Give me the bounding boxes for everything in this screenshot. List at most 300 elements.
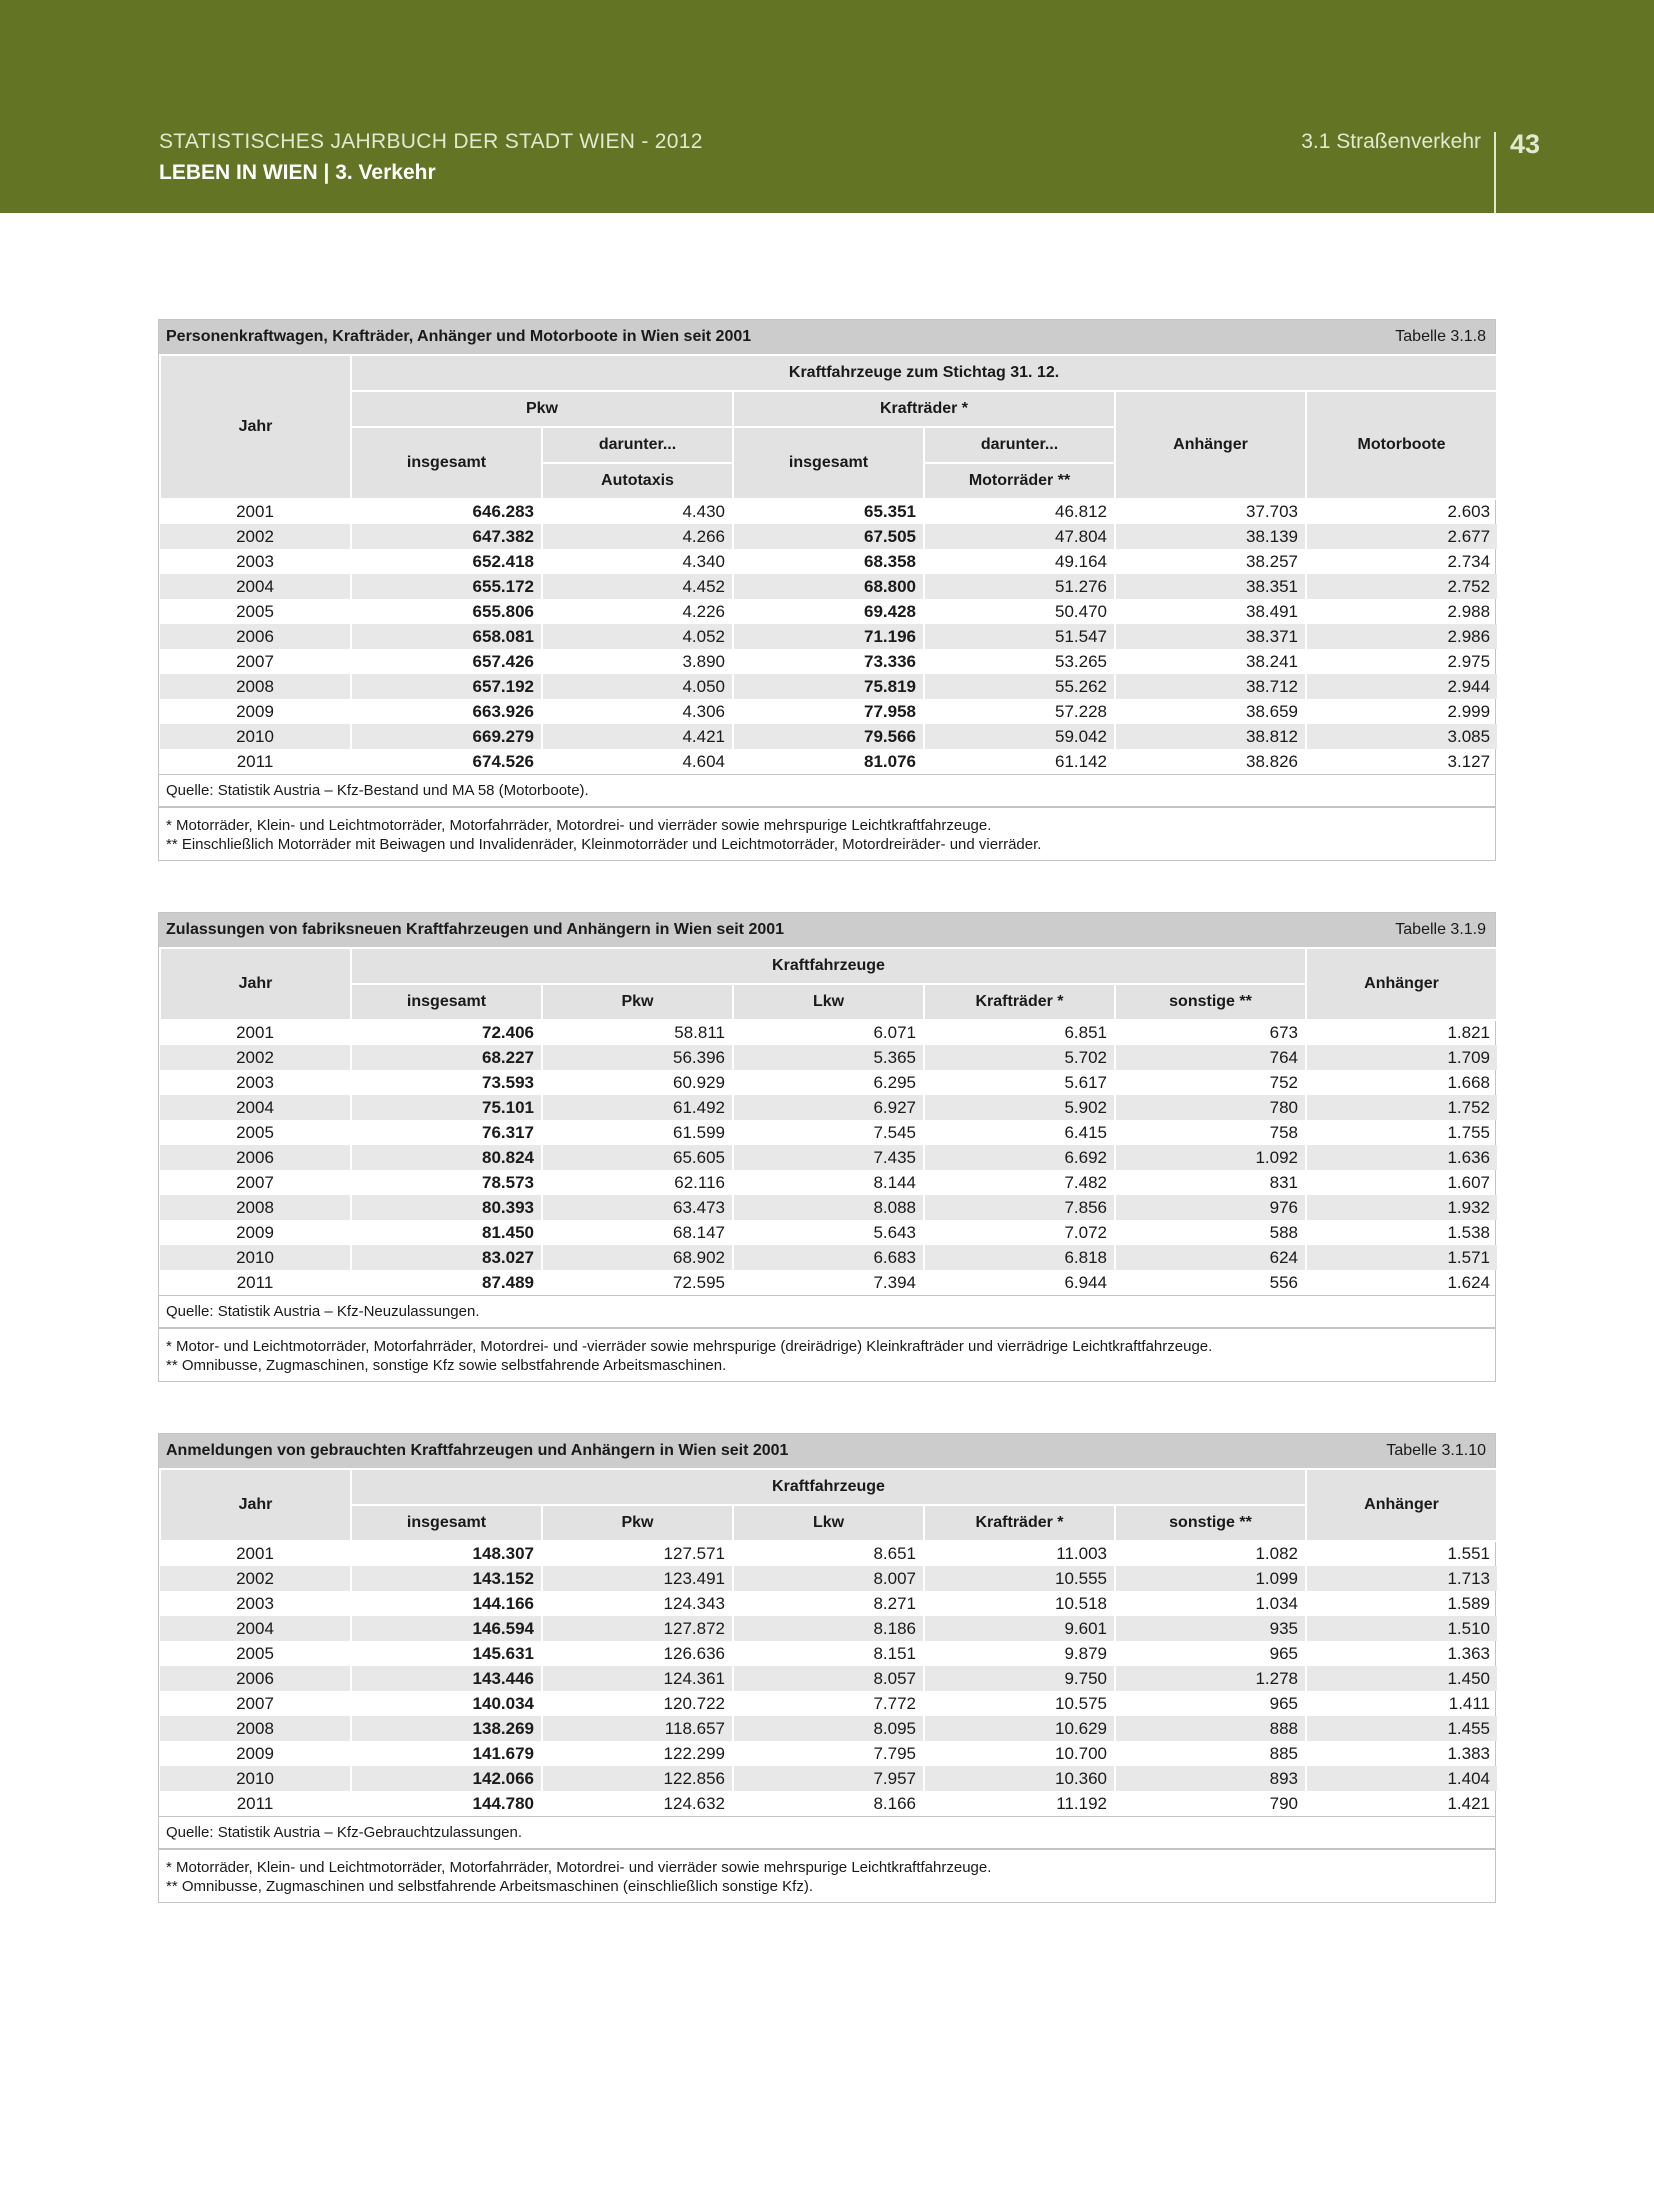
value-cell: 83.027 — [351, 1245, 542, 1270]
col-header-kr-insgesamt: insgesamt — [733, 427, 924, 499]
value-cell: 1.404 — [1306, 1766, 1497, 1791]
value-cell: 652.418 — [351, 549, 542, 574]
value-cell: 976 — [1115, 1195, 1306, 1220]
value-cell: 8.166 — [733, 1791, 924, 1816]
table-row — [160, 599, 1497, 624]
value-cell: 655.806 — [351, 599, 542, 624]
col-header-insgesamt: insgesamt — [351, 984, 542, 1020]
table-row — [160, 1045, 1497, 1070]
value-cell: 1.636 — [1306, 1145, 1497, 1170]
col-header-sonstige: sonstige ** — [1115, 1505, 1306, 1541]
value-cell: 143.152 — [351, 1566, 542, 1591]
value-cell: 674.526 — [351, 749, 542, 774]
value-cell: 77.958 — [733, 699, 924, 724]
year-cell: 2001 — [160, 499, 351, 524]
value-cell: 965 — [1115, 1641, 1306, 1666]
value-cell: 144.780 — [351, 1791, 542, 1816]
col-header-kraftraeder: Krafträder * — [733, 391, 1115, 427]
value-cell: 59.042 — [924, 724, 1115, 749]
value-cell: 2.975 — [1306, 649, 1497, 674]
value-cell: 780 — [1115, 1095, 1306, 1120]
value-cell: 127.571 — [542, 1541, 733, 1566]
value-cell: 655.172 — [351, 574, 542, 599]
value-cell: 10.518 — [924, 1591, 1115, 1616]
header-band — [0, 0, 1654, 213]
value-cell: 752 — [1115, 1070, 1306, 1095]
table-title: Anmeldungen von gebrauchten Kraftfahrzeugen und Anhängern in Wien seit 2001 — [166, 1442, 789, 1459]
value-cell: 6.295 — [733, 1070, 924, 1095]
year-cell: 2007 — [236, 651, 274, 671]
value-cell: 68.800 — [733, 574, 924, 599]
year-cell: 2003 — [236, 551, 274, 571]
value-cell: 6.851 — [924, 1020, 1115, 1045]
table-row — [160, 1020, 1497, 1045]
value-cell: 5.902 — [924, 1095, 1115, 1120]
data-table — [159, 947, 1498, 1295]
value-cell: 8.095 — [733, 1716, 924, 1741]
value-cell: 47.804 — [924, 524, 1115, 549]
value-cell: 8.088 — [733, 1195, 924, 1220]
year-cell: 2002 — [160, 524, 351, 549]
table-row — [160, 724, 1497, 749]
value-cell: 3.085 — [1306, 724, 1497, 749]
value-cell: 146.594 — [351, 1616, 542, 1641]
value-cell: 55.262 — [924, 674, 1115, 699]
value-cell: 3.890 — [542, 649, 733, 674]
value-cell: 790 — [1115, 1791, 1306, 1816]
value-cell: 1.551 — [1306, 1541, 1497, 1566]
footnote-1: * Motorräder, Klein- und Leichtmotorräder, Motorfahrräder, Motordrei- und vierräder sowie mehrspurige Leichtkraftfahrzeuge. — [166, 1859, 992, 1876]
value-cell: 38.659 — [1115, 699, 1306, 724]
value-cell: 61.599 — [542, 1120, 733, 1145]
value-cell: 1.752 — [1306, 1095, 1497, 1120]
year-cell: 2005 — [236, 601, 274, 621]
value-cell: 2.677 — [1306, 524, 1497, 549]
value-cell: 124.361 — [542, 1666, 733, 1691]
value-cell: 76.317 — [351, 1120, 542, 1145]
table-title-bar — [159, 320, 1495, 354]
value-cell: 2.944 — [1306, 674, 1497, 699]
table-3-1-9 — [158, 912, 1496, 1382]
year-cell: 2006 — [160, 1145, 351, 1170]
value-cell: 6.683 — [733, 1245, 924, 1270]
value-cell: 4.050 — [542, 674, 733, 699]
value-cell: 1.538 — [1306, 1220, 1497, 1245]
table-row — [160, 1220, 1497, 1245]
year-cell: 2011 — [236, 1793, 274, 1813]
year-cell: 2005 — [236, 1643, 274, 1663]
value-cell: 67.505 — [733, 524, 924, 549]
value-cell: 1.099 — [1115, 1566, 1306, 1591]
value-cell: 556 — [1115, 1270, 1306, 1295]
value-cell: 646.283 — [351, 499, 542, 524]
value-cell: 7.795 — [733, 1741, 924, 1766]
value-cell: 65.351 — [733, 499, 924, 524]
value-cell: 127.872 — [542, 1616, 733, 1641]
value-cell: 118.657 — [542, 1716, 733, 1741]
table-row — [160, 1741, 1497, 1766]
col-header-pkw: Pkw — [542, 984, 733, 1020]
value-cell: 62.116 — [542, 1170, 733, 1195]
table-source: Quelle: Statistik Austria – Kfz-Gebrauchtzulassungen. — [159, 1816, 1495, 1848]
table-row — [160, 1195, 1497, 1220]
value-cell: 56.396 — [542, 1045, 733, 1070]
value-cell: 2.999 — [1306, 699, 1497, 724]
table-title-bar — [159, 1434, 1495, 1468]
year-cell: 2006 — [160, 624, 351, 649]
value-cell: 6.927 — [733, 1095, 924, 1120]
value-cell: 624 — [1115, 1245, 1306, 1270]
value-cell: 68.227 — [351, 1045, 542, 1070]
value-cell: 10.360 — [924, 1766, 1115, 1791]
data-table — [159, 1468, 1498, 1816]
table-row — [160, 1591, 1497, 1616]
col-header-pkw: Pkw — [542, 1505, 733, 1541]
table-row — [160, 624, 1497, 649]
value-cell: 1.363 — [1306, 1641, 1497, 1666]
value-cell: 647.382 — [351, 524, 542, 549]
table-title: Personenkraftwagen, Krafträder, Anhänger und Motorboote in Wien seit 2001 — [166, 328, 752, 345]
value-cell: 6.415 — [924, 1120, 1115, 1145]
value-cell: 8.144 — [733, 1170, 924, 1195]
value-cell: 79.566 — [733, 724, 924, 749]
table-row — [160, 1070, 1497, 1095]
table-row — [160, 749, 1497, 774]
value-cell: 1.624 — [1306, 1270, 1497, 1295]
value-cell: 5.702 — [924, 1045, 1115, 1070]
year-cell: 2001 — [160, 1541, 351, 1566]
value-cell: 8.651 — [733, 1541, 924, 1566]
yearbook-title: STATISTISCHES JAHRBUCH DER STADT WIEN - 2012 — [159, 130, 703, 153]
value-cell: 122.856 — [542, 1766, 733, 1791]
year-cell: 2008 — [160, 1195, 351, 1220]
section-title: 3.1 Straßenverkehr — [1301, 130, 1481, 153]
year-cell: 2004 — [160, 1095, 351, 1120]
year-cell: 2011 — [236, 751, 274, 771]
footnote-1: * Motorräder, Klein- und Leichtmotorräder, Motorfahrräder, Motordrei- und vierräder sowie mehrspurige Leichtkraftfahrzeuge. — [166, 817, 992, 834]
table-source: Quelle: Statistik Austria – Kfz-Bestand und MA 58 (Motorboote). — [159, 774, 1495, 806]
col-header-group: Kraftfahrzeuge — [351, 948, 1306, 984]
value-cell: 1.668 — [1306, 1070, 1497, 1095]
year-cell: 2001 — [160, 1020, 351, 1045]
value-cell: 10.575 — [924, 1691, 1115, 1716]
value-cell: 935 — [1115, 1616, 1306, 1641]
table-row — [160, 674, 1497, 699]
value-cell: 1.589 — [1306, 1591, 1497, 1616]
year-cell: 2002 — [160, 1566, 351, 1591]
value-cell: 138.269 — [351, 1716, 542, 1741]
value-cell: 126.636 — [542, 1641, 733, 1666]
value-cell: 37.703 — [1115, 499, 1306, 524]
col-header-kraftraeder: Krafträder * — [924, 1505, 1115, 1541]
table-row — [160, 1170, 1497, 1195]
col-header-anhaenger: Anhänger — [1306, 948, 1497, 1020]
value-cell: 893 — [1115, 1766, 1306, 1791]
value-cell: 51.547 — [924, 624, 1115, 649]
value-cell: 7.545 — [733, 1120, 924, 1145]
col-header-lkw: Lkw — [733, 984, 924, 1020]
value-cell: 1.421 — [1306, 1791, 1497, 1816]
table-row — [160, 1541, 1497, 1566]
table-row — [160, 1666, 1497, 1691]
value-cell: 63.473 — [542, 1195, 733, 1220]
table-number: Tabelle 3.1.8 — [1395, 328, 1486, 345]
value-cell: 5.643 — [733, 1220, 924, 1245]
year-cell: 2005 — [236, 1122, 274, 1142]
value-cell: 1.411 — [1306, 1691, 1497, 1716]
col-header-kr-darunter: darunter... — [924, 427, 1115, 463]
col-header-insgesamt: insgesamt — [351, 1505, 542, 1541]
table-row — [160, 1716, 1497, 1741]
value-cell: 4.421 — [542, 724, 733, 749]
value-cell: 38.241 — [1115, 649, 1306, 674]
value-cell: 965 — [1115, 1691, 1306, 1716]
table-row — [160, 1616, 1497, 1641]
table-row — [160, 1120, 1497, 1145]
value-cell: 5.365 — [733, 1045, 924, 1070]
value-cell: 68.147 — [542, 1220, 733, 1245]
table-row — [160, 1766, 1497, 1791]
table-row — [160, 1641, 1497, 1666]
col-header-jahr: Jahr — [160, 355, 351, 499]
value-cell: 71.196 — [733, 624, 924, 649]
table-title: Zulassungen von fabriksneuen Kraftfahrzeugen und Anhängern in Wien seit 2001 — [166, 921, 785, 938]
value-cell: 38.351 — [1115, 574, 1306, 599]
value-cell: 1.713 — [1306, 1566, 1497, 1591]
year-cell: 2007 — [236, 1693, 274, 1713]
col-header-group: Kraftfahrzeuge zum Stichtag 31. 12. — [351, 355, 1497, 391]
value-cell: 658.081 — [351, 624, 542, 649]
value-cell: 588 — [1115, 1220, 1306, 1245]
year-cell: 2004 — [160, 574, 351, 599]
value-cell: 120.722 — [542, 1691, 733, 1716]
value-cell: 9.879 — [924, 1641, 1115, 1666]
col-header-motorraeder: Motorräder ** — [924, 463, 1115, 499]
value-cell: 8.186 — [733, 1616, 924, 1641]
table-row — [160, 549, 1497, 574]
value-cell: 2.603 — [1306, 499, 1497, 524]
col-header-sonstige: sonstige ** — [1115, 984, 1306, 1020]
value-cell: 140.034 — [351, 1691, 542, 1716]
col-header-lkw: Lkw — [733, 1505, 924, 1541]
value-cell: 831 — [1115, 1170, 1306, 1195]
value-cell: 7.957 — [733, 1766, 924, 1791]
value-cell: 80.393 — [351, 1195, 542, 1220]
value-cell: 764 — [1115, 1045, 1306, 1070]
value-cell: 6.818 — [924, 1245, 1115, 1270]
value-cell: 123.491 — [542, 1566, 733, 1591]
value-cell: 8.007 — [733, 1566, 924, 1591]
value-cell: 9.750 — [924, 1666, 1115, 1691]
table-3-1-8 — [158, 319, 1496, 861]
value-cell: 51.276 — [924, 574, 1115, 599]
value-cell: 58.811 — [542, 1020, 733, 1045]
year-cell: 2006 — [160, 1666, 351, 1691]
value-cell: 73.593 — [351, 1070, 542, 1095]
value-cell: 3.127 — [1306, 749, 1497, 774]
value-cell: 38.371 — [1115, 624, 1306, 649]
value-cell: 145.631 — [351, 1641, 542, 1666]
value-cell: 657.426 — [351, 649, 542, 674]
year-cell: 2010 — [160, 1245, 351, 1270]
chapter-title: LEBEN IN WIEN | 3. Verkehr — [159, 161, 436, 184]
value-cell: 8.057 — [733, 1666, 924, 1691]
value-cell: 143.446 — [351, 1666, 542, 1691]
table-footnotes — [159, 806, 1495, 860]
value-cell: 124.343 — [542, 1591, 733, 1616]
value-cell: 1.383 — [1306, 1741, 1497, 1766]
value-cell: 11.003 — [924, 1541, 1115, 1566]
page-number: 43 — [1510, 129, 1541, 159]
value-cell: 1.571 — [1306, 1245, 1497, 1270]
value-cell: 6.071 — [733, 1020, 924, 1045]
value-cell: 4.430 — [542, 499, 733, 524]
value-cell: 53.265 — [924, 649, 1115, 674]
table-footnotes — [159, 1327, 1495, 1381]
value-cell: 7.394 — [733, 1270, 924, 1295]
value-cell: 38.826 — [1115, 749, 1306, 774]
value-cell: 1.278 — [1115, 1666, 1306, 1691]
value-cell: 38.491 — [1115, 599, 1306, 624]
table-number: Tabelle 3.1.10 — [1386, 1442, 1486, 1459]
value-cell: 7.856 — [924, 1195, 1115, 1220]
year-cell: 2007 — [236, 1172, 274, 1192]
value-cell: 72.595 — [542, 1270, 733, 1295]
table-row — [160, 649, 1497, 674]
col-header-jahr: Jahr — [160, 948, 351, 1020]
value-cell: 49.164 — [924, 549, 1115, 574]
footnote-2: ** Omnibusse, Zugmaschinen und selbstfahrende Arbeitsmaschinen (einschließlich sonstige Kfz). — [166, 1878, 813, 1895]
value-cell: 1.082 — [1115, 1541, 1306, 1566]
value-cell: 657.192 — [351, 674, 542, 699]
data-table — [159, 354, 1498, 774]
value-cell: 72.406 — [351, 1020, 542, 1045]
footnote-2: ** Omnibusse, Zugmaschinen, sonstige Kfz sowie selbstfahrende Arbeitsmaschinen. — [166, 1357, 727, 1374]
value-cell: 1.455 — [1306, 1716, 1497, 1741]
table-row — [160, 1095, 1497, 1120]
col-header-pkw-insgesamt: insgesamt — [351, 427, 542, 499]
value-cell: 38.257 — [1115, 549, 1306, 574]
value-cell: 144.166 — [351, 1591, 542, 1616]
value-cell: 75.101 — [351, 1095, 542, 1120]
value-cell: 1.510 — [1306, 1616, 1497, 1641]
value-cell: 65.605 — [542, 1145, 733, 1170]
value-cell: 87.489 — [351, 1270, 542, 1295]
table-row — [160, 1270, 1497, 1295]
value-cell: 5.617 — [924, 1070, 1115, 1095]
table-footnotes — [159, 1848, 1495, 1902]
value-cell: 4.266 — [542, 524, 733, 549]
value-cell: 1.607 — [1306, 1170, 1497, 1195]
value-cell: 75.819 — [733, 674, 924, 699]
value-cell: 4.604 — [542, 749, 733, 774]
value-cell: 78.573 — [351, 1170, 542, 1195]
value-cell: 60.929 — [542, 1070, 733, 1095]
header-divider — [1494, 132, 1496, 213]
value-cell: 124.632 — [542, 1791, 733, 1816]
value-cell: 1.034 — [1115, 1591, 1306, 1616]
footnote-1: * Motor- und Leichtmotorräder, Motorfahrräder, Motordrei- und -vierräder sowie mehrspurige (dreirädrige) Kleinkrafträder und vierrädrige Leichtkraftfahrzeuge. — [166, 1338, 1213, 1355]
value-cell: 50.470 — [924, 599, 1115, 624]
value-cell: 148.307 — [351, 1541, 542, 1566]
year-cell: 2004 — [160, 1616, 351, 1641]
value-cell: 61.492 — [542, 1095, 733, 1120]
year-cell: 2003 — [236, 1072, 274, 1092]
value-cell: 81.076 — [733, 749, 924, 774]
value-cell: 885 — [1115, 1741, 1306, 1766]
col-header-pkw: Pkw — [351, 391, 733, 427]
year-cell: 2002 — [160, 1045, 351, 1070]
table-row — [160, 524, 1497, 549]
year-cell: 2008 — [160, 674, 351, 699]
value-cell: 4.340 — [542, 549, 733, 574]
value-cell: 4.226 — [542, 599, 733, 624]
table-row — [160, 1566, 1497, 1591]
value-cell: 8.271 — [733, 1591, 924, 1616]
value-cell: 7.435 — [733, 1145, 924, 1170]
col-header-autotaxis: Autotaxis — [542, 463, 733, 499]
value-cell: 1.755 — [1306, 1120, 1497, 1145]
value-cell: 4.452 — [542, 574, 733, 599]
value-cell: 9.601 — [924, 1616, 1115, 1641]
value-cell: 1.932 — [1306, 1195, 1497, 1220]
value-cell: 38.139 — [1115, 524, 1306, 549]
value-cell: 1.709 — [1306, 1045, 1497, 1070]
value-cell: 758 — [1115, 1120, 1306, 1145]
value-cell: 669.279 — [351, 724, 542, 749]
value-cell: 7.482 — [924, 1170, 1115, 1195]
value-cell: 2.986 — [1306, 624, 1497, 649]
value-cell: 7.772 — [733, 1691, 924, 1716]
value-cell: 6.944 — [924, 1270, 1115, 1295]
table-row — [160, 699, 1497, 724]
year-cell: 2003 — [236, 1593, 274, 1613]
table-source: Quelle: Statistik Austria – Kfz-Neuzulassungen. — [159, 1295, 1495, 1327]
value-cell: 69.428 — [733, 599, 924, 624]
value-cell: 46.812 — [924, 499, 1115, 524]
value-cell: 38.812 — [1115, 724, 1306, 749]
table-row — [160, 499, 1497, 524]
col-header-motorboote: Motorboote — [1306, 391, 1497, 499]
col-header-group: Kraftfahrzeuge — [351, 1469, 1306, 1505]
value-cell: 1.092 — [1115, 1145, 1306, 1170]
value-cell: 142.066 — [351, 1766, 542, 1791]
value-cell: 7.072 — [924, 1220, 1115, 1245]
value-cell: 141.679 — [351, 1741, 542, 1766]
value-cell: 4.052 — [542, 624, 733, 649]
value-cell: 663.926 — [351, 699, 542, 724]
value-cell: 61.142 — [924, 749, 1115, 774]
value-cell: 8.151 — [733, 1641, 924, 1666]
year-cell: 2010 — [160, 724, 351, 749]
value-cell: 888 — [1115, 1716, 1306, 1741]
value-cell: 4.306 — [542, 699, 733, 724]
value-cell: 2.988 — [1306, 599, 1497, 624]
col-header-anhaenger: Anhänger — [1115, 391, 1306, 499]
value-cell: 81.450 — [351, 1220, 542, 1245]
value-cell: 10.629 — [924, 1716, 1115, 1741]
table-row — [160, 1791, 1497, 1816]
col-header-kraftraeder: Krafträder * — [924, 984, 1115, 1020]
table-row — [160, 1145, 1497, 1170]
value-cell: 68.902 — [542, 1245, 733, 1270]
year-cell: 2009 — [236, 701, 274, 721]
footnote-2: ** Einschließlich Motorräder mit Beiwagen und Invalidenräder, Kleinmotorräder und Leichtmotorräder, Motordreiräder- und vierräder. — [166, 836, 1042, 853]
value-cell: 73.336 — [733, 649, 924, 674]
year-cell: 2008 — [160, 1716, 351, 1741]
value-cell: 68.358 — [733, 549, 924, 574]
col-header-jahr: Jahr — [160, 1469, 351, 1541]
